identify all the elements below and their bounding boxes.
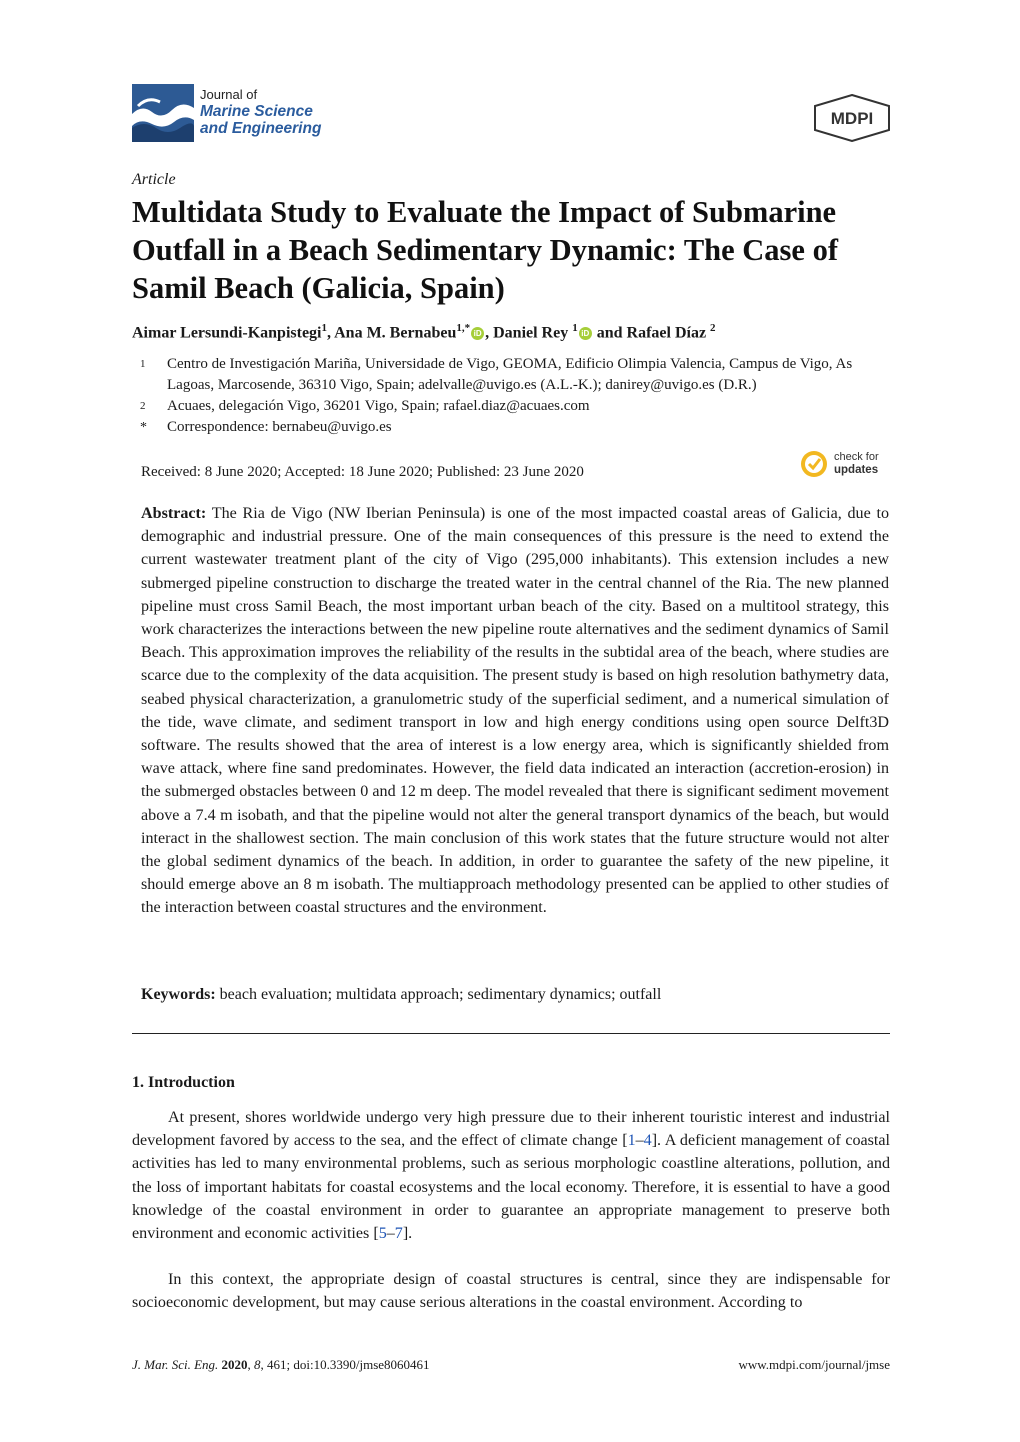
citation-link[interactable]: 7 bbox=[394, 1225, 403, 1243]
journal-url[interactable]: www.mdpi.com/journal/jmse bbox=[738, 1357, 890, 1372]
intro-paragraph: At present, shores worldwide undergo very high pressure due to their inherent touristic interest and industrial development favored by access to the sea, and the effect of climate change [1–4]. A deficient management of coastal activities has led to many environmental problems, such as serious morphologic coastline alterations, pollution, and the loss of important habitats for coastal ecosystems and the local economy. Therefore, it is essential to have a good knowledge of the coastal environment in order to guarantee an appropriate management to preserve both environment and economic activities [5–7]. bbox=[132, 1109, 891, 1243]
author-name: Daniel Rey bbox=[493, 324, 569, 342]
check-for-updates-badge[interactable]: check for updates bbox=[800, 450, 896, 480]
correspondence: * Correspondence: bernabeu@uvigo.es bbox=[140, 419, 392, 435]
mdpi-logo-text: MDPI bbox=[830, 109, 874, 128]
citation-link[interactable]: 4 bbox=[643, 1132, 652, 1150]
abstract bbox=[141, 502, 889, 920]
orcid-icon[interactable]: iD bbox=[579, 327, 592, 340]
author-name: Ana M. Bernabeu bbox=[334, 324, 457, 342]
citation-link[interactable]: 1 bbox=[627, 1132, 636, 1150]
mdpi-logo bbox=[812, 94, 892, 142]
keywords-label: Keywords: bbox=[141, 986, 216, 1003]
journal-logo bbox=[132, 84, 342, 144]
journal-name-line1: Journal of bbox=[200, 87, 258, 102]
publication-dates: Received: 8 June 2020; Accepted: 18 June 2020; Published: 23 June 2020 bbox=[141, 464, 584, 480]
check-updates-icon bbox=[800, 450, 828, 478]
orcid-icon[interactable]: iD bbox=[471, 327, 484, 340]
citation-link[interactable]: 5 bbox=[378, 1225, 387, 1243]
affiliation: 2 Acuaes, delegación Vigo, 36201 Vigo, Spain; rafael.diaz@acuaes.com bbox=[140, 398, 590, 414]
author-name: Aimar Lersundi-Kanpistegi bbox=[132, 324, 322, 342]
divider bbox=[132, 1033, 890, 1034]
citation-footer: J. Mar. Sci. Eng. 2020, 8, 461; doi:10.3390/jmse8060461 bbox=[132, 1357, 430, 1372]
journal-name-line2: Marine Science bbox=[200, 103, 313, 120]
section-heading: 1. Introduction bbox=[132, 1074, 235, 1091]
keywords-text: beach evaluation; multidata approach; sedimentary dynamics; outfall bbox=[219, 986, 662, 1003]
affiliation: 1 Centro de Investigación Mariña, Universidade de Vigo, GEOMA, Edificio Olimpia Valencia, Campus de Vigo, As Lagoas, Marcosende, 36310 Vigo, Spain; adelvalle@uvigo.es (A.L.-K.); danirey@uvigo.es (D.R.) bbox=[140, 356, 853, 393]
author-name: Rafael Díaz bbox=[626, 324, 707, 342]
wave-logo-icon bbox=[132, 84, 194, 142]
paper-title: Multidata Study to Evaluate the Impact of Submarine Outfall in a Beach Sedimentary Dynamic: The Case of Samil Beach (Galicia, Spain) bbox=[132, 195, 838, 305]
author-list: Aimar Lersundi-Kanpistegi$^1$, Ana M. Bernabeu$^{1,*}$ iD , Daniel Rey $^1$ iD and Rafael Díaz $^2$ bbox=[132, 322, 716, 342]
abstract-text: The Ria de Vigo (NW Iberian Peninsula) is one of the most impacted coastal areas of Galicia, due to demographic and industrial pressure. One of the main consequences of this pressure is the need to extend the current wastewater treatment plant of the city of Vigo (295,000 inhabitants). This extension includes a new submerged pipeline construction to discharge the treated water in the central channel of the Ria. The new planned pipeline must cross Samil Beach, the most important urban beach of the city. Based on a multitool strategy, this work characterizes the interactions between the new pipeline route alternatives and the sediment dynamics of Samil Beach. This approximation improves the reliability of the results in the subtidal area of the beach, where studies are scarce due to the complexity of the data acquisition. The present study is based on high resolution bathymetry data, seabed physical characterization, a granulometric study of the superficial sediment, and a numerical simulation of the tide, wave climate, and sediment transport in low and high energy conditions using open source Delft3D software. The results showed that the area of interest is a low energy area, which is significantly shielded from wave attack, where fine sand predominates. However, the field data indicated an interaction (accretion-erosion) in the submerged obstacles between 0 and 12 m deep. The model revealed that there is significant sediment movement above a 7.4 m isobath, and that the pipeline would not alter the general transport dynamics of the beach, but would interact in the shallowest section. The main conclusion of this work states that the future structure would not alter the global sediment dynamics of the beach. In addition, in order to guarantee the safety of the new pipeline, it should emerge above an 8 m isobath. The multiapproach methodology presented can be applied to other studies of the interaction between coastal structures and the environment. bbox=[141, 505, 890, 917]
keywords bbox=[141, 986, 889, 1004]
abstract-label: Abstract: bbox=[141, 505, 207, 522]
journal-name-line3: and Engineering bbox=[200, 120, 322, 137]
article-type: Article bbox=[132, 171, 176, 188]
intro-paragraph: In this context, the appropriate design of coastal structures is central, since they are indispensable for socioeconomic development, but may cause serious alterations in the coastal environment. According to bbox=[132, 1271, 890, 1312]
